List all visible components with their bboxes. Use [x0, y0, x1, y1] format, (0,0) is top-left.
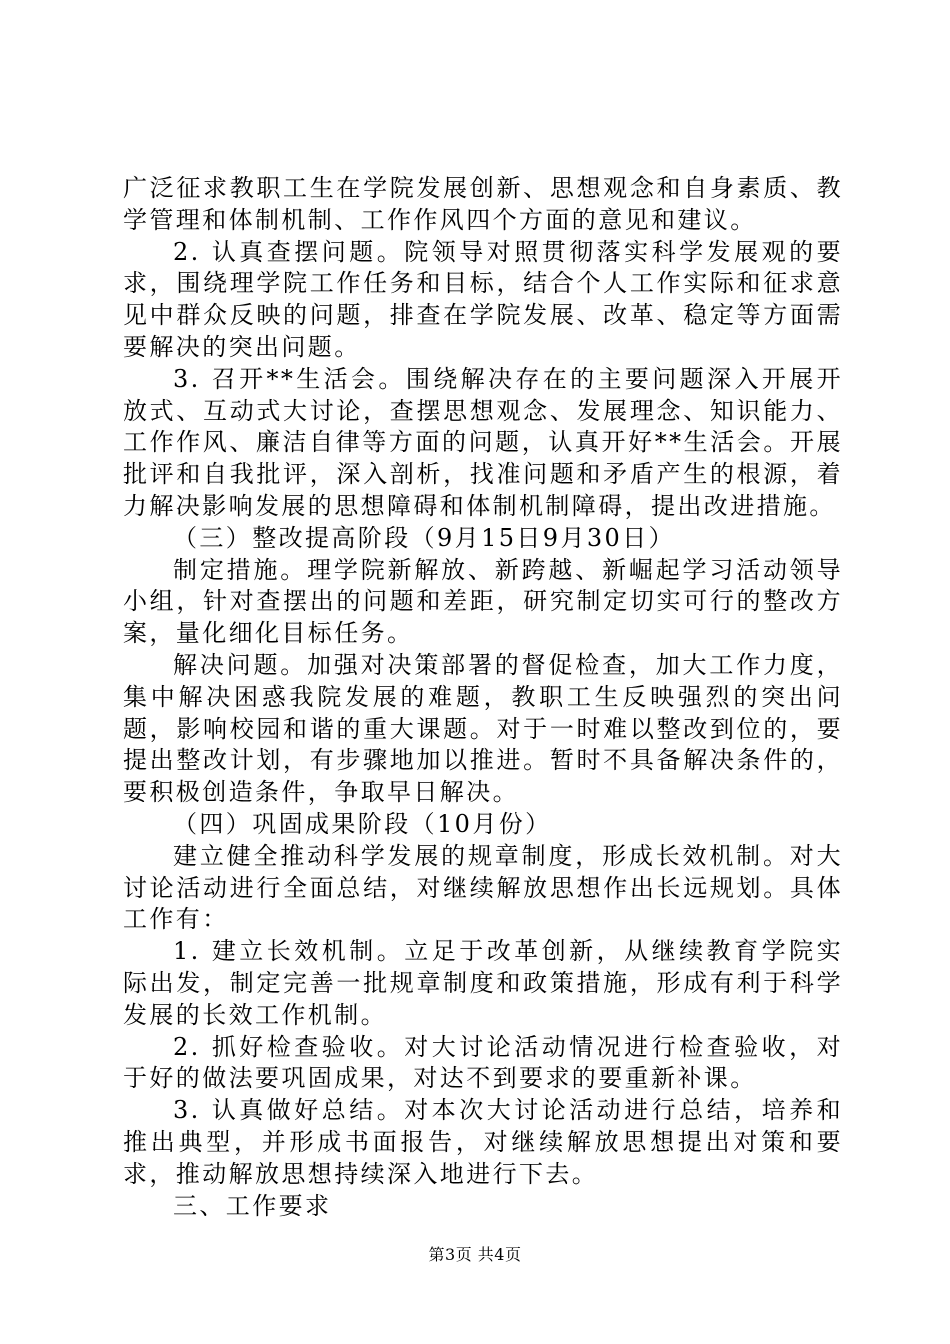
- paragraph-mechanism-intro: 建立健全推动科学发展的规章制度，形成长效机制。对大讨论活动进行全面总结，对继续解放思想作出长远规划。具体工作有：: [123, 841, 843, 934]
- document-body: [123, 173, 843, 1222]
- section-heading-requirements: 三、工作要求: [173, 1191, 332, 1220]
- paragraph-work-item-2: 2. 抓好检查验收。对大讨论活动情况进行检查验收，对于好的做法要巩固成果，对达不到要求的要重新补课。: [123, 1032, 843, 1093]
- paragraph-solve-problems: 解决问题。加强对决策部署的督促检查，加大工作力度，集中解决困惑我院发展的难题，教职工生反映强烈的突出问题，影响校园和谐的重大课题。对于一时难以整改到位的，要提出整改计划，有步骤地加以推进。暂时不具备解决条件的，要积极创造条件，争取早日解决。: [123, 650, 843, 807]
- paragraph-work-item-1: 1. 建立长效机制。立足于改革创新，从继续教育学院实际出发，制定完善一批规章制度和政策措施，形成有利于科学发展的长效工作机制。: [123, 937, 843, 1029]
- paragraph-item-3: 3. 召开**生活会。围绕解决存在的主要问题深入开展开放式、互动式大讨论，查摆思想观念、发展理念、知识能力、工作作风、廉洁自律等方面的问题，认真开好**生活会。开展批评和自我批评，深入剖析，找准问题和矛盾产生的根源，着力解决影响发展的思想障碍和体制机制障碍，提出改进措施。: [123, 364, 843, 520]
- paragraph-continuation: 广泛征求教职工生在学院发展创新、思想观念和自身素质、教学管理和体制机制、工作作风四个方面的意见和建议。: [123, 174, 843, 234]
- page-footer: 第3页 共4页: [428, 1245, 522, 1264]
- paragraph-item-2: 2. 认真查摆问题。院领导对照贯彻落实科学发展观的要求，围绕理学院工作任务和目标，结合个人工作实际和征求意见中群众反映的问题，排查在学院发展、改革、稳定等方面需要解决的突出问题。: [123, 237, 843, 361]
- section-heading-3: （三）整改提高阶段（9月15日9月30日）: [173, 523, 676, 552]
- section-heading-4: （四）巩固成果阶段（10月份）: [173, 809, 552, 838]
- paragraph-work-item-3: 3. 认真做好总结。对本次大讨论活动进行总结，培养和推出典型，并形成书面报告，对继续解放思想提出对策和要求，推动解放思想持续深入地进行下去。: [123, 1096, 843, 1188]
- paragraph-measures: 制定措施。理学院新解放、新跨越、新崛起学习活动领导小组，针对查摆出的问题和差距，研究制定切实可行的整改方案，量化细化目标任务。: [123, 555, 843, 648]
